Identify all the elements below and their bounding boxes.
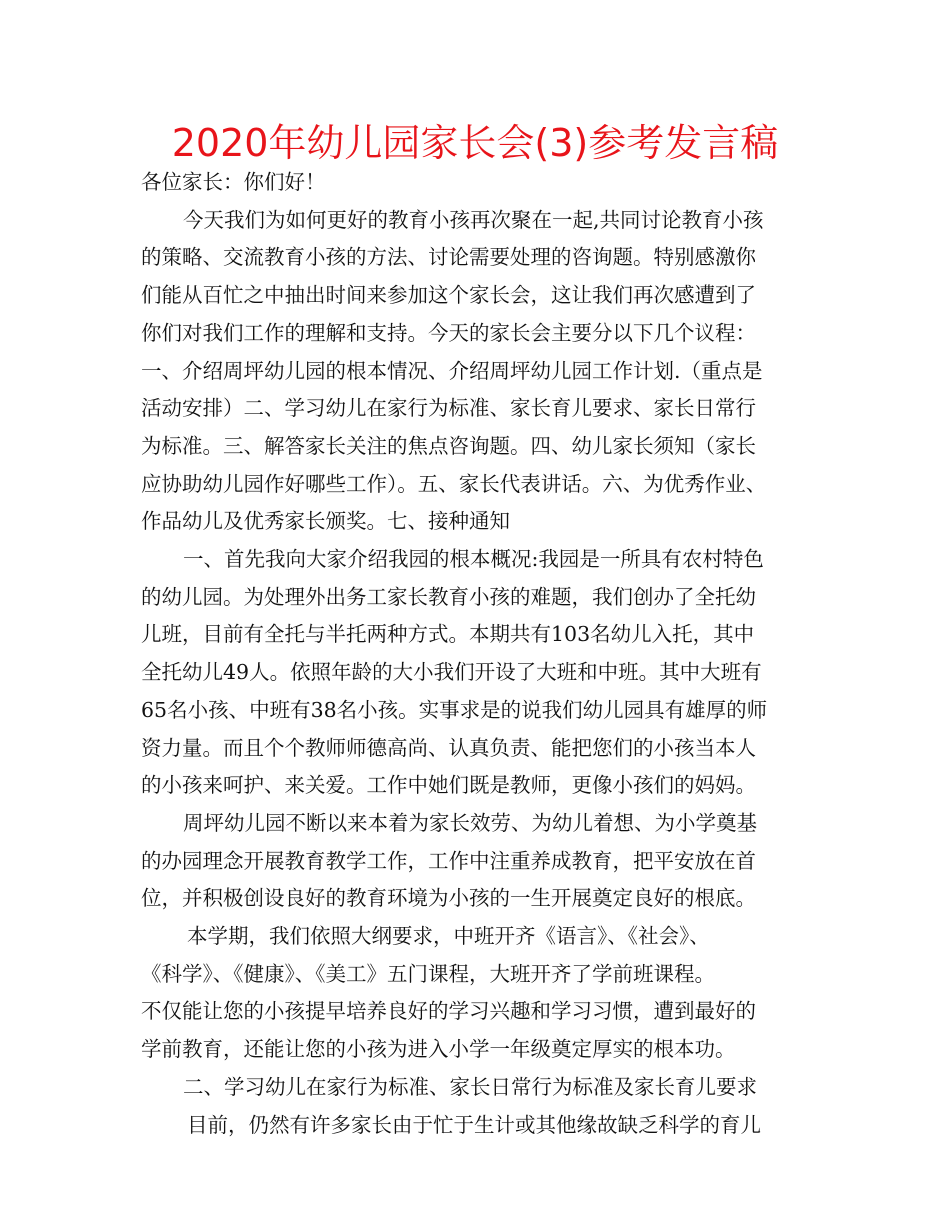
paragraph-line: 儿班，目前有全托与半托两种方式。本期共有103名幼儿入托，其中: [141, 622, 755, 647]
paragraph-line: 学前教育，还能让您的小孩为进入小学一年级奠定厚实的根本功。: [141, 1037, 736, 1062]
paragraph-line: 作品幼儿及优秀家长颁奖。七、接种通知: [141, 509, 510, 534]
paragraph-line: 65名小孩、中班有38名小孩。实事求是的说我们幼儿园具有雄厚的师: [141, 697, 768, 722]
paragraph-line: 的办园理念开展教育教学工作，工作中注重养成教育，把平安放在首: [141, 848, 756, 873]
paragraph-line: 不仅能让您的小孩提早培养良好的学习兴趣和学习习惯，遭到最好的: [141, 999, 756, 1024]
paragraph-line: 今天我们为如何更好的教育小孩再次聚在一起,共同讨论教育小孩: [183, 207, 764, 232]
paragraph-line: 目前，仍然有许多家长由于忙于生计或其他缘故缺乏科学的育儿: [187, 1112, 761, 1137]
paragraph-line: 你们对我们工作的理解和支持。今天的家长会主要分以下几个议程：: [141, 320, 756, 345]
document-title: 2020年幼儿园家长会(3)参考发言稿: [171, 121, 779, 165]
section-heading: 二、学习幼儿在家行为标准、家长日常行为标准及家长育儿要求: [183, 1074, 757, 1099]
paragraph-line: 活动安排）二、学习幼儿在家行为标准、家长育儿要求、家长日常行: [141, 396, 756, 421]
salutation-line: 各位家长：你们好！: [141, 170, 326, 194]
paragraph-line: 为标准。三、解答家长关注的焦点咨询题。四、幼儿家长须知（家长: [141, 433, 756, 458]
paragraph-line: 应协助幼儿园作好哪些工作）。五、家长代表讲话。六、为优秀作业、: [141, 471, 767, 496]
paragraph-line: 一、首先我向大家介绍我园的根本概况:我园是一所具有农村特色: [183, 547, 764, 572]
paragraph-line: 周坪幼儿园不断以来本着为家长效劳、为幼儿着想、为小学奠基: [183, 810, 757, 835]
paragraph-line: 们能从百忙之中抽出时间来参加这个家长会，这让我们再次感遭到了: [141, 283, 756, 308]
paragraph-line: 一、介绍周坪幼儿园的根本情况、介绍周坪幼儿园工作计划.（重点是: [141, 358, 763, 383]
paragraph-line: 本学期，我们依照大纲要求，中班开齐《语言》、《社会》、: [187, 924, 710, 949]
paragraph-line: 的策略、交流教育小孩的方法、讨论需要处理的咨询题。特别感激你: [141, 245, 756, 270]
paragraph-line: 的小孩来呵护、来关爱。工作中她们既是教师，更像小孩们的妈妈。: [141, 773, 756, 798]
paragraph-line: 位，并积极创设良好的教育环境为小孩的一生开展奠定良好的根底。: [141, 886, 756, 911]
paragraph-line: 《科学》、《健康》、《美工》五门课程，大班开齐了学前班课程。: [141, 961, 715, 986]
paragraph-line: 的幼儿园。为处理外出务工家长教育小孩的难题，我们创办了全托幼: [141, 584, 756, 609]
paragraph-line: 全托幼儿49人。依照年龄的大小我们开设了大班和中班。其中大班有: [141, 660, 762, 685]
document-body: [141, 164, 821, 1144]
paragraph-line: 资力量。而且个个教师师德高尚、认真负责、能把您们的小孩当本人: [141, 735, 756, 760]
